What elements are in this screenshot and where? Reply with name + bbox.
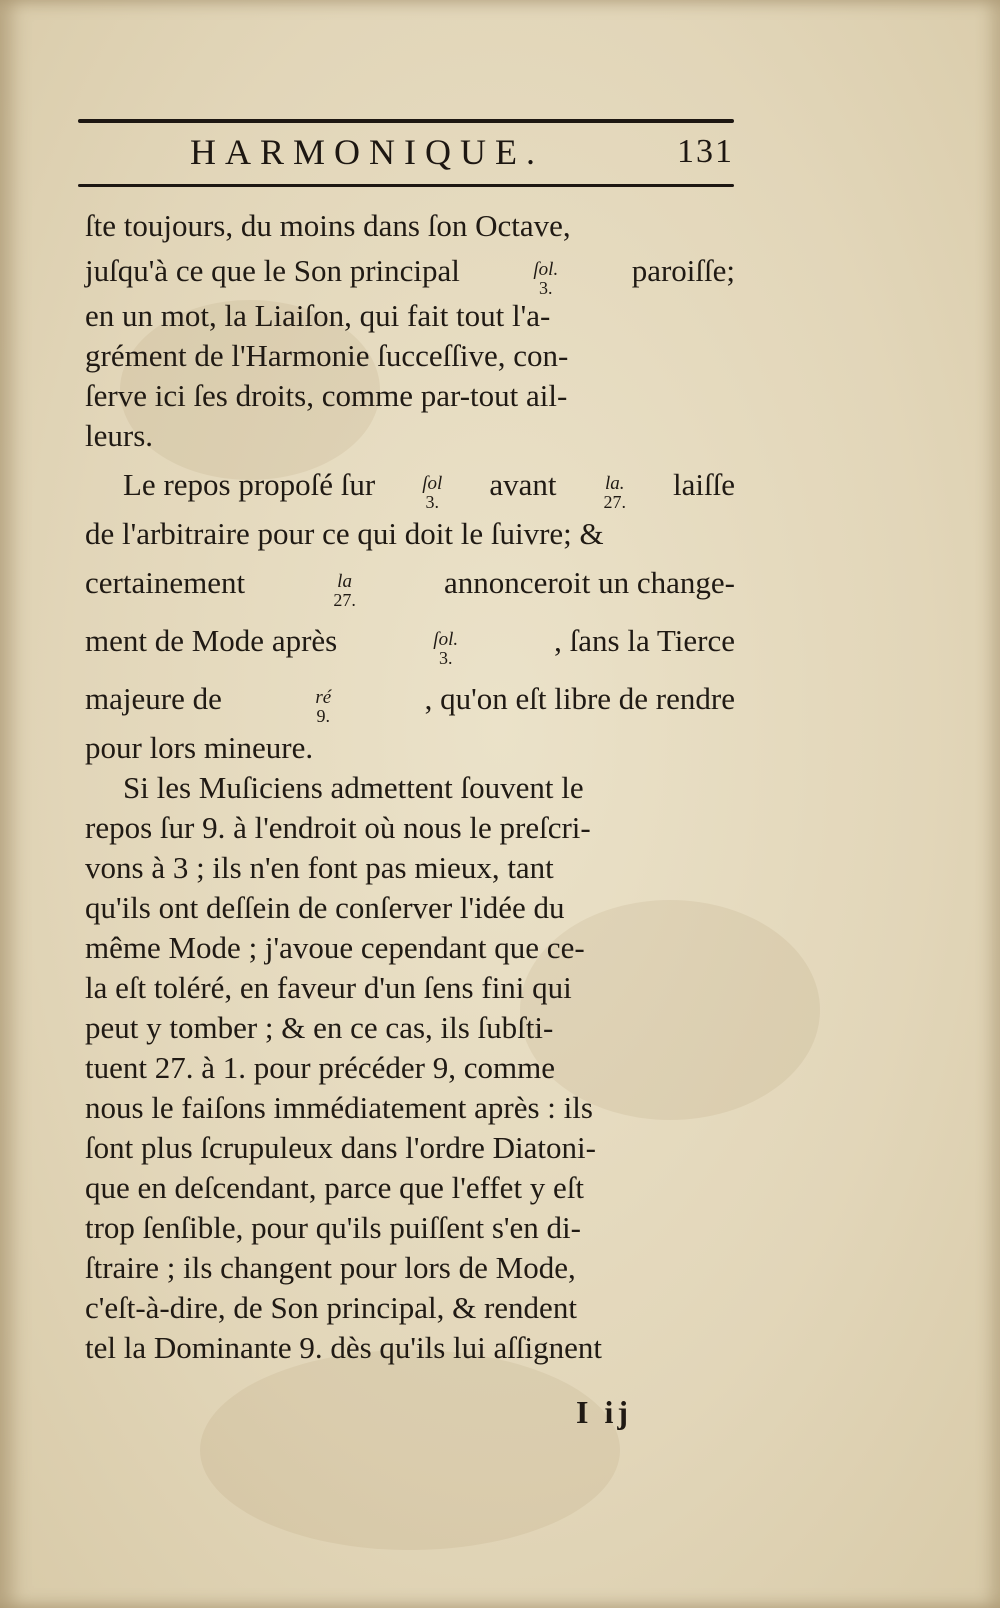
text-line: trop ſenſible, pour qu'ils puiſſent s'en di- (85, 1210, 581, 1245)
text-line: Le repos propoſé ſur ſol 3. avant la. 27. laiſſe (123, 467, 735, 512)
text-line: tel la Dominante 9. dès qu'ils lui aſſignent (85, 1330, 602, 1365)
text-line: même Mode ; j'avoue cependant que ce- (85, 930, 585, 965)
text-line: de l'arbitraire pour ce qui doit le ſuivre; & (85, 516, 604, 551)
text-line: majeure de ré 9. , qu'on eſt libre de rendre (85, 681, 735, 726)
text-line: que en deſcendant, parce que l'effet y eſt (85, 1170, 585, 1205)
solfege-note: la. 27. (603, 473, 626, 512)
solfege-note: ſol. 3. (533, 259, 559, 298)
solfege-note: ré 9. (315, 687, 332, 726)
text-line: pour lors mineure. (85, 730, 314, 765)
signature-mark: I ij (576, 1394, 632, 1430)
text-line: ſte toujours, du moins dans ſon Octave, (85, 208, 571, 243)
running-header (78, 128, 734, 178)
header-rule-bottom (78, 184, 734, 187)
paper-stain (200, 1350, 620, 1550)
text-line: nous le faiſons immédiatement après : ils (85, 1090, 593, 1125)
solfege-note: ſol 3. (422, 473, 443, 512)
text-line: Si les Muſiciens admettent ſouvent le (123, 770, 584, 805)
text-line: peut y tomber ; & en ce cas, ils ſubſti- (85, 1010, 554, 1045)
text-line: tuent 27. à 1. pour précéder 9, comme (85, 1050, 555, 1085)
body-text (85, 206, 735, 1368)
text-line: ment de Mode après ſol. 3. , ſans la Tierce (85, 623, 735, 668)
text-line: juſqu'à ce que le Son principal ſol. 3. paroiſſe; (85, 253, 735, 298)
header-rule-top (78, 119, 734, 123)
text-line: ſerve ici ſes droits, comme par-tout ail- (85, 378, 568, 413)
text-line: ſont plus ſcrupuleux dans l'ordre Diatoni- (85, 1130, 596, 1165)
text-line: qu'ils ont deſſein de conſerver l'idée du (85, 890, 565, 925)
text-line: ſtraire ; ils changent pour lors de Mode, (85, 1250, 576, 1285)
text-line: certainement la 27. annonceroit un change- (85, 565, 735, 610)
text-line: leurs. (85, 418, 154, 453)
text-line: vons à 3 ; ils n'en font pas mieux, tant (85, 850, 554, 885)
page-number: 131 (677, 133, 734, 170)
solfege-note: ſol. 3. (433, 629, 459, 668)
running-title: HARMONIQUE. (190, 132, 544, 172)
solfege-note: la 27. (333, 571, 356, 610)
text-line: c'eſt-à-dire, de Son principal, & rendent (85, 1290, 577, 1325)
text-line: en un mot, la Liaiſon, qui fait tout l'a- (85, 298, 551, 333)
text-line: repos ſur 9. à l'endroit où nous le preſcri- (85, 810, 591, 845)
text-line: la eſt toléré, en faveur d'un ſens fini qui (85, 970, 572, 1005)
text-line: grément de l'Harmonie ſucceſſive, con- (85, 338, 569, 373)
